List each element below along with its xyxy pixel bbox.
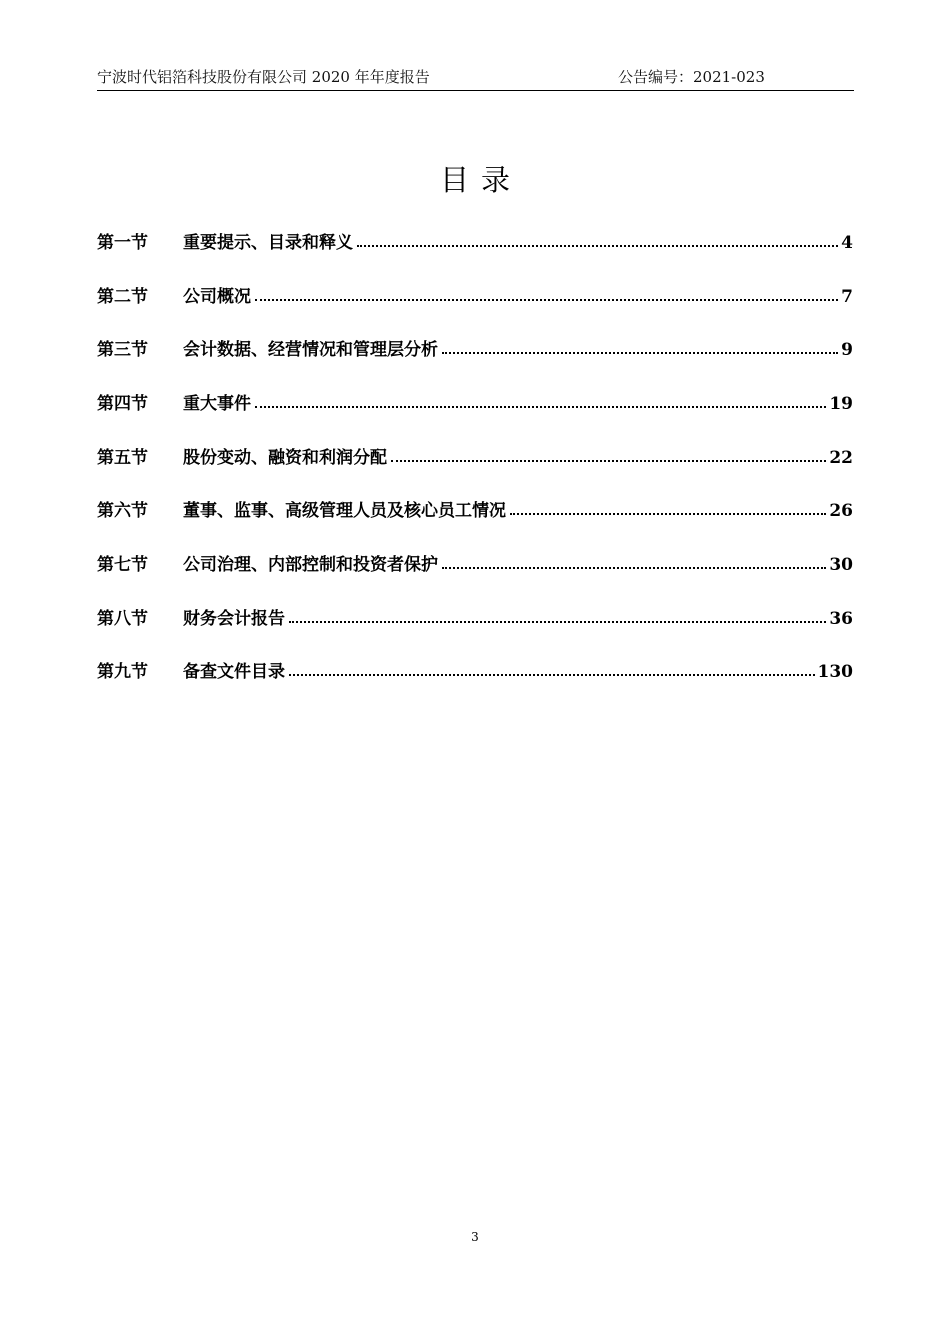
toc-entry[interactable] [97,391,853,417]
toc-section-label: 第九节 [97,662,148,682]
footer-page-number: 3 [471,1230,479,1244]
toc-section-label: 第四节 [97,394,148,414]
toc-page-number: 7 [841,287,853,307]
toc-entry-title: 会计数据、经营情况和管理层分析 [183,340,438,360]
toc-entry-title: 公司概况 [183,287,251,307]
toc-leader-dots [442,567,826,569]
toc-section-label: 第八节 [97,609,148,629]
toc-entry[interactable] [97,445,853,471]
toc-section-label: 第三节 [97,340,148,360]
page-header [97,68,854,91]
toc-section-label: 第一节 [97,233,148,253]
toc-page-number: 19 [829,394,853,414]
toc-entry-title: 备查文件目录 [183,662,285,682]
toc-entry-title: 重大事件 [183,394,251,414]
toc-entry[interactable] [97,230,853,256]
toc-entry[interactable] [97,337,853,363]
toc-leader-dots [442,352,838,354]
toc-section-label: 第五节 [97,448,148,468]
toc-page-number: 26 [829,501,853,521]
toc-page-number: 130 [817,662,853,682]
toc-entry[interactable] [97,552,853,578]
toc-entry-title: 财务会计报告 [183,609,285,629]
toc-page-number: 4 [841,233,853,253]
toc-page-number: 22 [829,448,853,468]
toc-leader-dots [391,460,826,462]
toc-page-number: 9 [841,340,853,360]
header-report-title: 宁波时代铝箔科技股份有限公司 2020 年年度报告 [97,68,430,86]
toc-page-number: 30 [829,555,853,575]
toc-leader-dots [289,674,815,676]
toc-entry[interactable] [97,606,853,632]
toc-entry[interactable] [97,284,853,310]
toc-entry-title: 股份变动、融资和利润分配 [183,448,387,468]
toc-section-label: 第七节 [97,555,148,575]
toc-entry-title: 公司治理、内部控制和投资者保护 [183,555,438,575]
toc-entry[interactable] [97,498,853,524]
toc-leader-dots [255,406,826,408]
toc-leader-dots [357,245,838,247]
toc-section-label: 第二节 [97,287,148,307]
toc-section-label: 第六节 [97,501,148,521]
toc-leader-dots [510,513,826,515]
toc-leader-dots [255,299,838,301]
toc-entry-title: 董事、监事、高级管理人员及核心员工情况 [183,501,506,521]
header-announcement-number: 公告编号：2021-023 [618,68,765,86]
toc-entry[interactable] [97,659,853,685]
toc-entry-title: 重要提示、目录和释义 [183,233,353,253]
toc-page-number: 36 [829,609,853,629]
toc-heading: 目录 [439,163,522,197]
toc-leader-dots [289,621,826,623]
